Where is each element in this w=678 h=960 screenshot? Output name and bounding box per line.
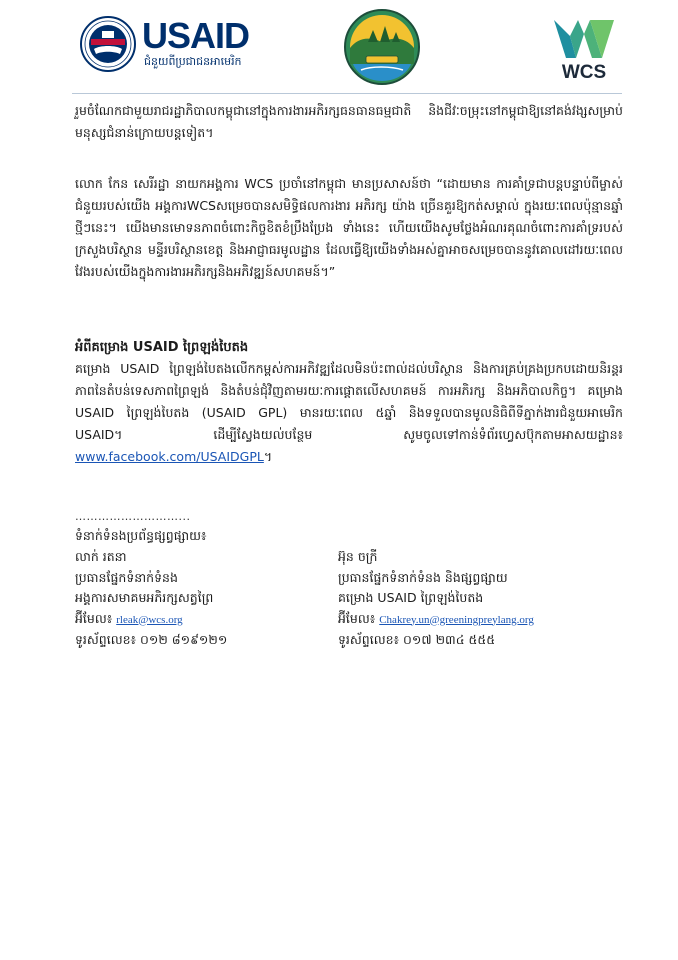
media-contacts-heading: ទំនាក់ទំនងប្រព័ន្ធផ្សព្វផ្សាយ៖ [75, 528, 207, 543]
paragraph-intro-continuation: រួមចំណែកជាមួយរាជរដ្ឋាភិបាលកម្ពុជានៅក្នុងការងារអភិរក្សធនធានធម្មជាតិ និងជីវៈចម្រុះនៅកម្ពុជាឱ្យនៅគង់វង្សសម្រាប់មនុស្សជំនាន់ក្រោយបន្តទៀត។ [75, 103, 623, 140]
prey-lang-logo-icon [343, 8, 421, 86]
contact-email-link[interactable]: rleak@wcs.org [116, 613, 183, 626]
facebook-link[interactable]: www.facebook.com/USAIDGPL [75, 449, 264, 464]
contact-email-row [75, 609, 227, 631]
email-label: អ៊ីមែល៖ [75, 610, 113, 626]
contact-organization: អង្គការសមាគមអភិរក្សសត្វព្រៃ [75, 590, 214, 605]
usaid-wordmark: USAID [142, 15, 250, 56]
contact-usaid-gpl [338, 547, 534, 651]
phone-label: ទូរស័ព្ទលេខ៖ [338, 632, 400, 647]
contact-phone: ០១២ ៨១៩១២១ [140, 632, 228, 647]
contact-phone-row [338, 630, 534, 651]
phone-label: ទូរស័ព្ទលេខ៖ [75, 632, 137, 647]
letterhead [0, 0, 678, 95]
separator-dots: ………………………... [75, 510, 191, 523]
contact-name: អ៊ុន ចក្រី [338, 549, 378, 564]
usaid-logo [80, 14, 275, 74]
contact-phone-row [75, 630, 227, 651]
contact-organization: គម្រោង USAID ព្រៃឡង់បៃតង [338, 590, 484, 605]
about-project-end: ។ [263, 449, 273, 464]
wcs-wordmark: WCS [561, 62, 607, 83]
about-project-text: គម្រោង USAID ព្រៃឡង់បៃតងលើកកម្ពស់ការអភិវឌ្ឍដែលមិនប៉ះពាល់ដល់បរិស្ថាន និងការគ្រប់គ្រងប្រកបដោយនិរន្តរភាពនៃតំបន់ទេសភាពព្រៃឡង់ និងតំបន់ជុំវិញតាមរយៈការផ្តោតលើសហគមន៍ ការអភិរក្ស និងអភិបាលកិច្ច។ គម្រោង USAID ព្រៃឡង់បៃតង (USAID GPL) មានរយៈពេល ៥ឆ្នាំ និងទទួលបានមូលនិធិពីទីភ្នាក់ងារជំនួយអាមេរិក USAID។ ដើម្បីស្វែងយល់បន្ថែម សូមចូលទៅកាន់ទំព័រហ្វេសប៊ុកតាមអាសយដ្ឋាន៖ [75, 361, 623, 442]
about-project-heading: អំពីគម្រោង USAID ព្រៃឡង់បៃតង [75, 340, 249, 355]
paragraph-wcs-quote: លោក កែន សេរីរដ្ឋា នាយកអង្គការ WCS ប្រចាំនៅកម្ពុជា មានប្រសាសន៍ថា “ដោយមាន ការគាំទ្រជាបន្តបន្ទាប់ពីម្ចាស់ជំនួយរបស់យើង អង្គការWCSសម្រេចបានសមិទ្ធិផលការងារ អភិរក្ស យ៉ាង ច្រើនគួរឱ្យកត់សម្គាល់ ក្នុងរយៈពេលប៉ុន្មានឆ្នាំថ្មីៗនេះ។ យើងមានមោទនភាពចំពោះកិច្ចខិតខំប្រឹងប្រែង ទាំងនេះ ហើយយើងសូមថ្លែងអំណរគុណចំពោះការគាំទ្ររបស់ ក្រសួងបរិស្ថាន មន្ទីរបរិស្ថានខេត្ត និងអាជ្ញាធរមូលដ្ឋាន ដែលធ្វើឱ្យយើងទាំងអស់គ្នាអាចសម្រេចបាននូវគោលដៅរយៈពេលវែងរបស់យើងក្នុងការងារអភិរក្សនិងអភិវឌ្ឍន៍សហគមន៍។” [75, 176, 623, 279]
contact-email-row [338, 609, 534, 631]
contact-email-link[interactable]: Chakrey.un@greeningpreylang.org [379, 613, 534, 626]
paragraph-about-project [75, 358, 623, 468]
contact-name: លាក់ រតនា [75, 549, 127, 564]
usaid-seal-icon [80, 16, 136, 72]
header-divider [72, 93, 622, 94]
contact-phone: ០១៧ ២៣៤ ៥៥៥ [403, 632, 496, 647]
wcs-w-mark-icon [552, 16, 616, 62]
wcs-logo [552, 16, 616, 86]
contact-title: ប្រធានផ្នែកទំនាក់ទំនង [75, 569, 178, 585]
contact-title: ប្រធានផ្នែកទំនាក់ទំនង និងផ្សព្វផ្សាយ [338, 569, 508, 585]
usaid-tagline: ជំនួយពីប្រជាជនអាមេរិក [144, 55, 242, 68]
email-label: អ៊ីមែល៖ [338, 610, 376, 626]
media-contacts [75, 525, 623, 665]
contact-wcs [75, 547, 227, 651]
